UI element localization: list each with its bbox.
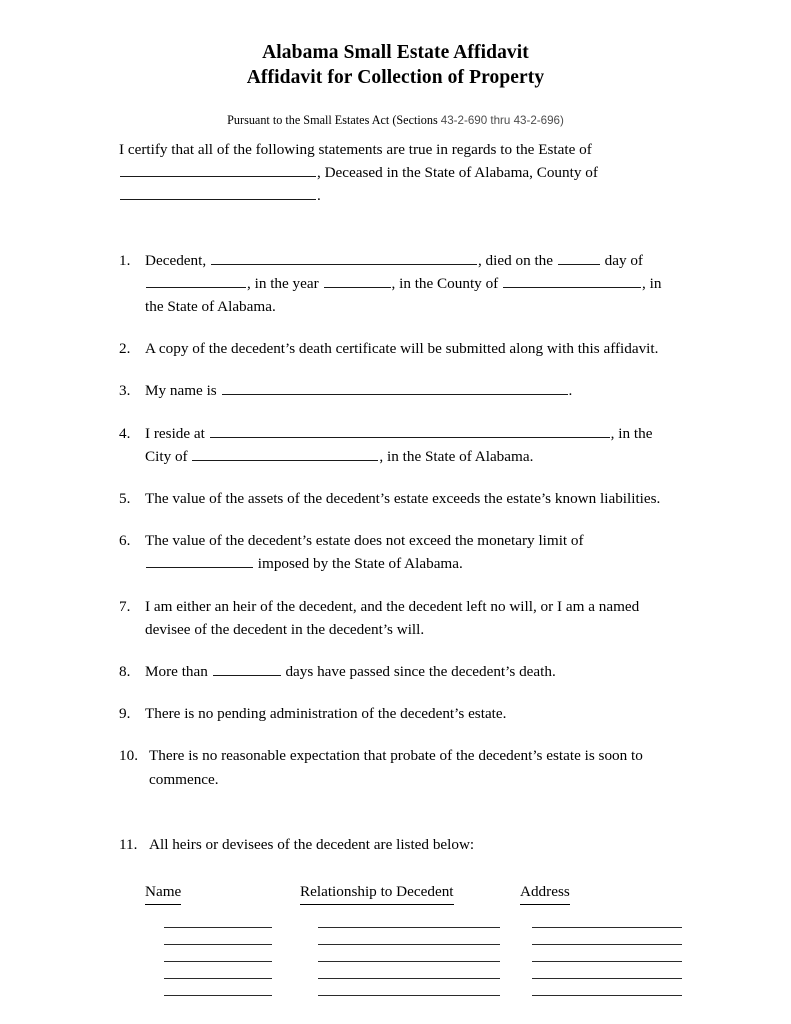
statement-text: . — [317, 187, 321, 205]
fill-in-blank[interactable] — [503, 274, 641, 287]
statement-text: I certify that all of the following statements are true in regards to the Estate of — [119, 141, 592, 158]
statement-text: More than — [145, 663, 212, 681]
fill-in-blank[interactable] — [210, 424, 610, 437]
statement-text: Decedent, — [145, 251, 210, 269]
heir-cell-rel[interactable] — [300, 928, 520, 945]
statement-text: imposed by the State of Alabama. — [254, 555, 463, 573]
page-title-line-1: Alabama Small Estate Affidavit — [262, 42, 529, 63]
heir-cell-rel[interactable] — [300, 945, 520, 962]
statement-text: , in the State of Alabama. — [379, 447, 534, 465]
page-title-line-2: Affidavit for Collection of Property — [246, 67, 545, 88]
heirs-table-head — [145, 880, 675, 905]
statement-number: 9. — [119, 705, 131, 723]
heir-cell-rel[interactable] — [300, 962, 520, 979]
statement-number: 6. — [119, 532, 131, 550]
statement-text: , in the City of — [145, 424, 653, 465]
heir-cell-name[interactable] — [145, 905, 300, 928]
statement-number: 1. — [119, 251, 131, 269]
statement-text: I reside at — [145, 424, 209, 442]
statement-item — [119, 249, 675, 319]
document-body — [119, 138, 675, 996]
statement-item — [119, 660, 675, 683]
heir-cell-name[interactable] — [145, 962, 300, 979]
heir-cell-addr[interactable] — [520, 945, 675, 962]
statement-item — [119, 337, 675, 360]
title-block — [0, 0, 791, 129]
heir-cell-name[interactable] — [145, 928, 300, 945]
statement-text: day of — [600, 251, 643, 269]
heirs-statement-number: 11. — [119, 835, 138, 853]
statement-item — [119, 744, 675, 790]
fill-in-blank[interactable] — [213, 663, 281, 676]
heirs-statement-label: All heirs or devisees of the decedent are listed below: — [149, 835, 475, 853]
statement-item — [119, 422, 675, 468]
statement-number: 5. — [119, 490, 131, 508]
fill-in-blank[interactable] — [164, 995, 272, 996]
fill-in-blank[interactable] — [324, 274, 391, 287]
statement-text: , in the State of Alabama. — [145, 274, 662, 316]
statute-subtitle — [0, 112, 791, 129]
statement-text: . — [568, 382, 573, 400]
fill-in-blank[interactable] — [146, 555, 253, 568]
statement-text: The value of the decedent’s estate does not exceed the monetary limit of — [145, 532, 584, 550]
heir-cell-rel[interactable] — [300, 905, 520, 928]
statement-text: days have passed since the decedent’s death. — [281, 663, 556, 681]
statement-text: , Deceased in the State of Alabama, County of — [317, 164, 598, 182]
column-header-name: Name — [145, 880, 300, 905]
statement-item — [119, 529, 675, 575]
statement-text: The value of the assets of the decedent’s estate exceeds the estate’s known liabilities. — [145, 490, 661, 508]
heir-cell-addr[interactable] — [520, 905, 675, 928]
fill-in-blank[interactable] — [318, 995, 500, 996]
fill-in-blank[interactable] — [120, 164, 316, 177]
fill-in-blank[interactable] — [558, 251, 600, 264]
statement-number: 7. — [119, 597, 131, 615]
statement-item — [119, 487, 675, 510]
subtitle-prefix: Pursuant to the Small Estates Act (Sections — [227, 113, 441, 127]
statement-text: My name is — [145, 382, 221, 400]
statements-list — [119, 249, 675, 791]
statement-number: 2. — [119, 340, 131, 358]
statement-item — [119, 379, 675, 402]
heirs-statement — [119, 833, 675, 856]
fill-in-blank[interactable] — [192, 447, 378, 460]
heir-cell-addr[interactable] — [520, 979, 675, 996]
statement-text: , died on the — [477, 251, 557, 269]
statement-text: There is no pending administration of the decedent’s estate. — [145, 705, 507, 723]
statement-number: 8. — [119, 663, 131, 681]
statement-text: , in the County of — [391, 274, 503, 292]
heirs-table-header-row — [145, 880, 675, 905]
statement-text: A copy of the decedent’s death certificate will be submitted along with this affidavit. — [145, 340, 659, 358]
heir-cell-addr[interactable] — [520, 962, 675, 979]
statement-text: There is no reasonable expectation that probate of the decedent’s estate is soon to commence. — [149, 747, 643, 788]
table-row — [145, 979, 675, 996]
fill-in-blank[interactable] — [222, 382, 568, 395]
statement-item — [119, 702, 675, 725]
statement-text: I am either an heir of the decedent, and the decedent left no will, or I am a named devisee of the decedent in the decedent’s will. — [145, 597, 640, 638]
column-header-relationship: Relationship to Decedent — [300, 880, 520, 905]
fill-in-blank[interactable] — [146, 274, 246, 287]
table-row — [145, 905, 675, 928]
table-row — [145, 962, 675, 979]
table-row — [145, 928, 675, 945]
statement-item — [119, 595, 675, 641]
statement-number: 4. — [119, 424, 131, 442]
heirs-table — [145, 880, 675, 996]
intro-paragraph — [119, 138, 675, 208]
statement-number: 10. — [119, 747, 138, 765]
heir-cell-rel[interactable] — [300, 979, 520, 996]
table-row — [145, 945, 675, 962]
fill-in-blank[interactable] — [211, 251, 477, 264]
fill-in-blank[interactable] — [120, 187, 316, 200]
statement-number: 3. — [119, 382, 131, 400]
fill-in-blank[interactable] — [532, 995, 682, 996]
heir-cell-name[interactable] — [145, 979, 300, 996]
heirs-table-body — [145, 905, 675, 996]
subtitle-section-numbers: 43-2-690 thru 43-2-696) — [440, 114, 564, 127]
heir-cell-addr[interactable] — [520, 928, 675, 945]
heir-cell-name[interactable] — [145, 945, 300, 962]
statement-text: , in the year — [247, 274, 323, 292]
column-header-address: Address — [520, 880, 675, 905]
